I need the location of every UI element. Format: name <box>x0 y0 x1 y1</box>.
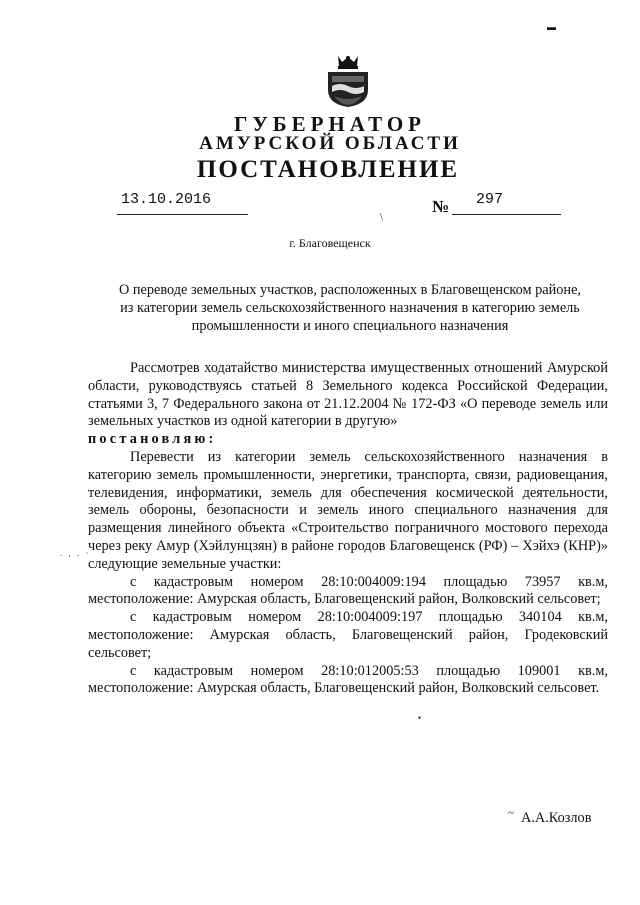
margin-scan-marks: . , . · <box>60 548 91 558</box>
scan-mark: \ <box>380 212 383 223</box>
signature-mark: ~ <box>508 807 514 819</box>
land-plot-item: с кадастровым номером 28:10:004009:194 площадью 73957 кв.м, местоположение: Амурская область, Благовещенский район, Волковский сельсовет; <box>88 573 608 608</box>
title-line: О переводе земельных участков, расположенных в Благовещенском районе, <box>118 282 581 298</box>
document-body <box>88 360 608 698</box>
city-line: г. Благовещенск <box>289 236 371 250</box>
signatory-name: А.А.Козлов <box>521 810 592 826</box>
number-field <box>452 191 561 215</box>
title-line: из категории земель сельскохозяйственного назначения в категорию земель <box>120 300 580 316</box>
region-heading: АМУРСКОЙ ОБЛАСТИ <box>199 133 461 154</box>
number-sign: № <box>432 197 450 216</box>
decree-word: постановляю: <box>88 431 217 448</box>
title-line: промышленности и иного специального назначения <box>191 318 509 334</box>
governor-heading: ГУБЕРНАТОР <box>233 112 427 136</box>
coat-of-arms-emblem <box>324 52 372 108</box>
resolution-paragraph: Перевести из категории земель сельскохозяйственного назначения в категорию земель промышленности, энергетики, транспорта, связи, радиовещания, телевидения, информатики, земель для обеспечения космической деятельности, земель обороны, безопасности и земель иного специального назначения для размещения линейного объекта «Строительство пограничного мостового перехода через реку Амур (Хэйлунцзян) в районе городов Благовещенск (РФ) – Хэйхэ (КНР)» следующие земельные участки: <box>88 448 608 572</box>
land-plot-item: с кадастровым номером 28:10:004009:197 площадью 340104 кв.м, местоположение: Амурская область, Благовещенский район, Гродековский сельсовет; <box>88 609 608 661</box>
scan-dot: • <box>418 713 422 723</box>
document-type-heading: ПОСТАНОВЛЕНИЕ <box>196 156 460 183</box>
preamble-paragraph: Рассмотрев ходатайство министерства имущественных отношений Амурской области, руководствуясь статьей 8 Земельного кодекса Российской Федерации, статьями 3, 7 Федерального закона от 21.12.2004 № 172-ФЗ «О переводе земель или земельных участков из одной категории в другую» <box>88 360 608 430</box>
land-plot-item: с кадастровым номером 28:10:012005:53 площадью 109001 кв.м, местоположение: Амурская область, Благовещенский район, Волковский сельсовет. <box>88 662 608 697</box>
corner-scan-mark: ▬ <box>547 22 556 32</box>
number-value: 297 <box>476 191 504 208</box>
document-title <box>92 281 608 335</box>
date-field <box>117 191 248 215</box>
date-value: 13.10.2016 <box>121 191 212 208</box>
